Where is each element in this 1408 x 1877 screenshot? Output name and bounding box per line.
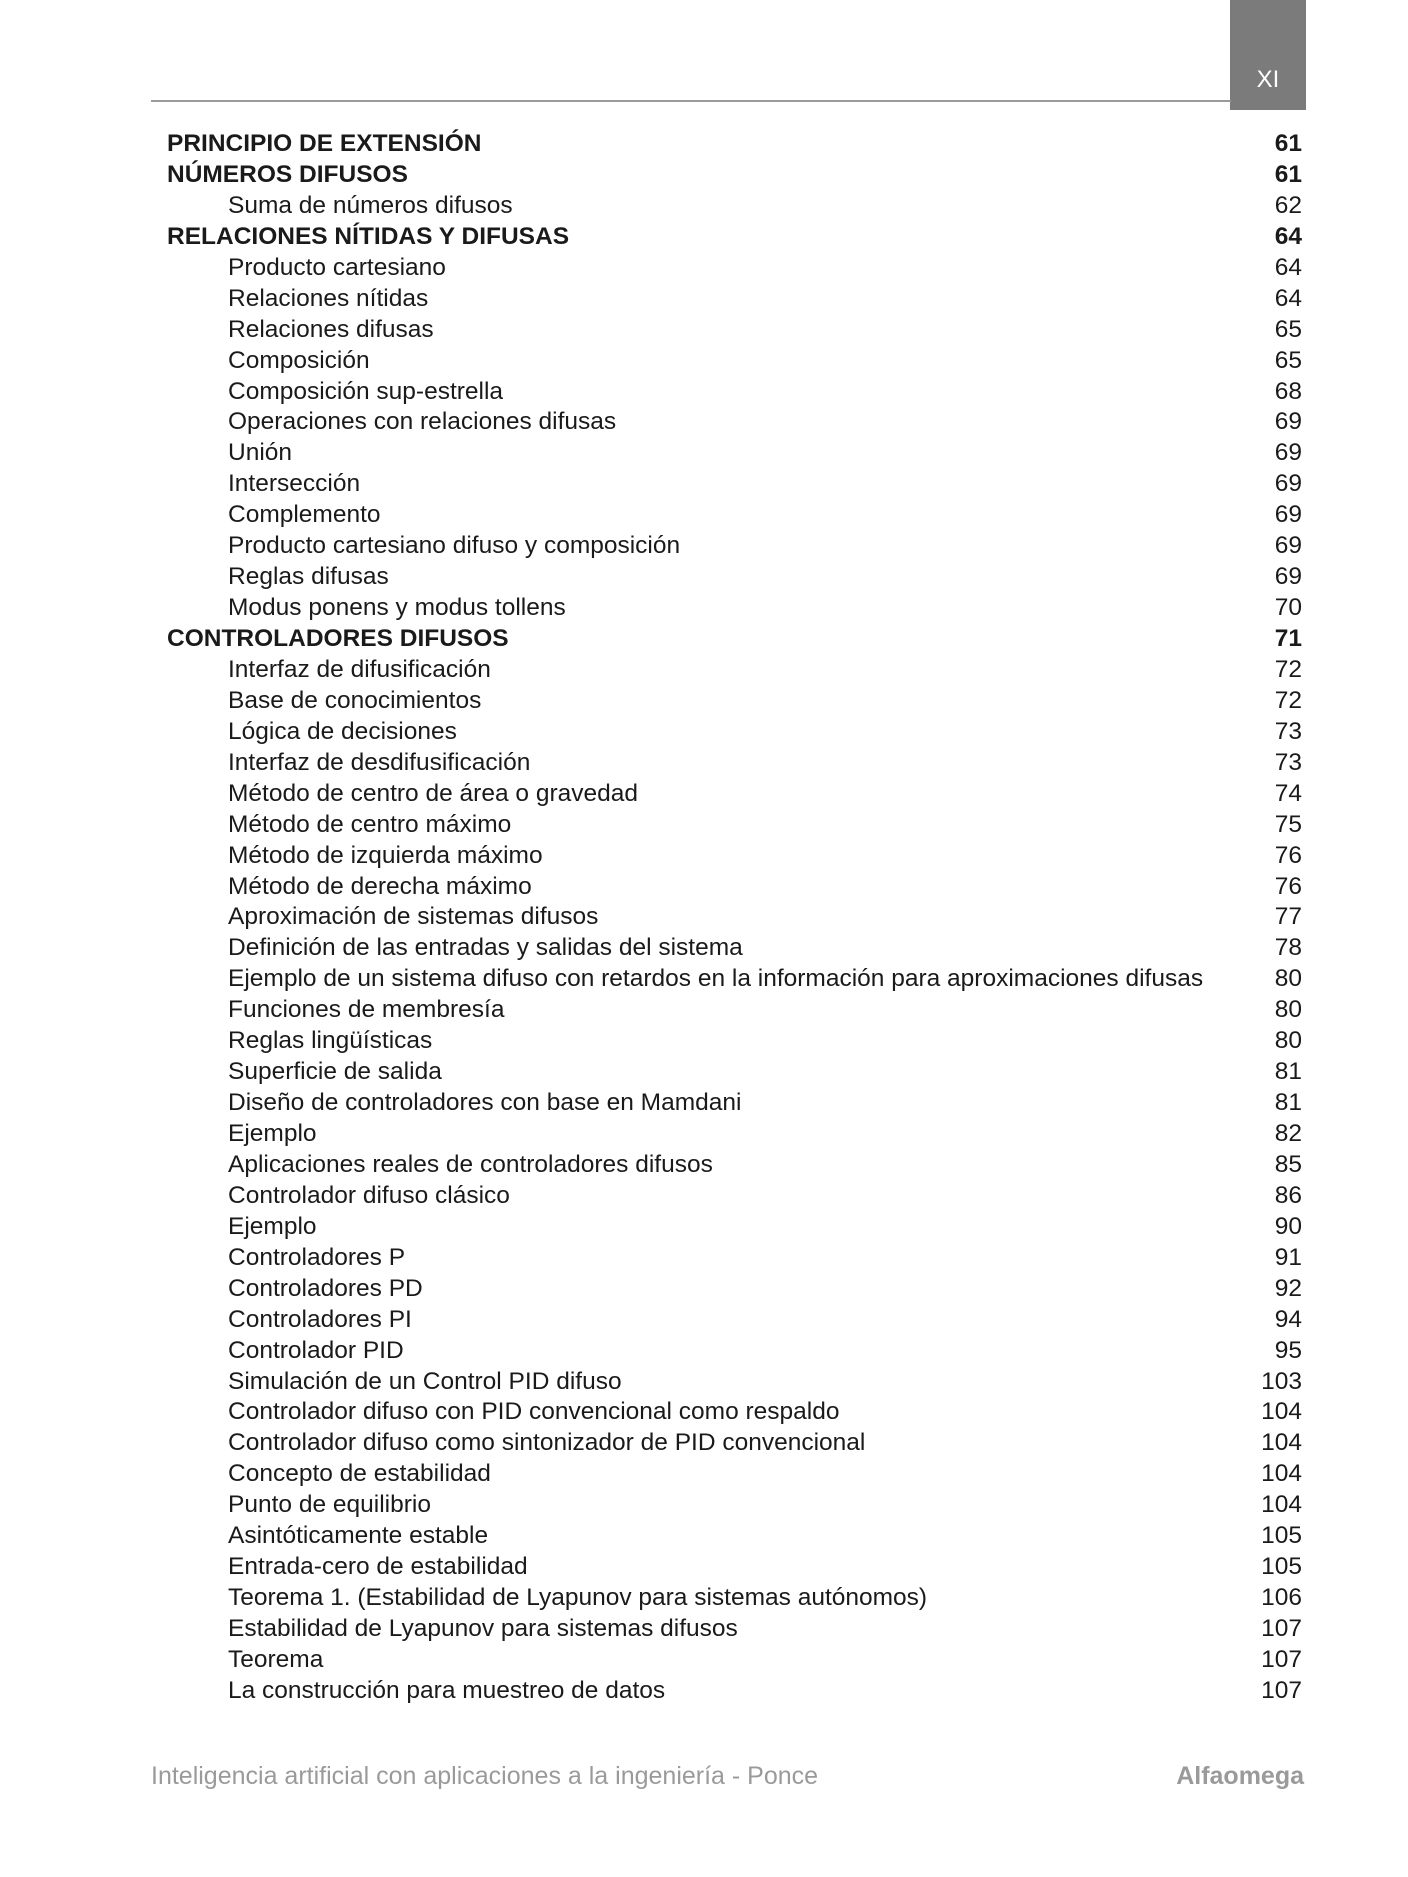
- toc-section-entry[interactable]: [167, 253, 1302, 284]
- toc-entry-title: Superficie de salida: [228, 1058, 442, 1086]
- toc-section-entry[interactable]: [167, 1119, 1302, 1150]
- toc-entry-page: 73: [1274, 748, 1302, 776]
- toc-entry-title: Ejemplo: [228, 1120, 317, 1147]
- toc-section-entry[interactable]: [167, 1397, 1302, 1428]
- toc-entry-page: 91: [1274, 1243, 1302, 1271]
- toc-section-entry[interactable]: [167, 1583, 1302, 1614]
- toc-entry-page: 80: [1274, 996, 1302, 1024]
- toc-entry-title: Teorema: [228, 1645, 324, 1673]
- toc-entry-page: 64: [1274, 253, 1302, 281]
- toc-section-entry[interactable]: [167, 1243, 1302, 1274]
- toc-entry-title: Concepto de estabilidad: [228, 1460, 491, 1488]
- toc-entry-page: 76: [1274, 841, 1302, 869]
- page-number: XI: [1256, 66, 1280, 93]
- toc-section-entry[interactable]: [167, 1521, 1302, 1552]
- toc-entry-title: Operaciones con relaciones difusas: [228, 408, 617, 436]
- toc-section-entry[interactable]: [167, 1459, 1302, 1490]
- toc-entry-page: 106: [1261, 1584, 1302, 1612]
- toc-entry-title: Simulación de un Control PID difuso: [228, 1367, 622, 1395]
- toc-section-entry[interactable]: [167, 686, 1302, 717]
- toc-chapter-entry[interactable]: [167, 160, 1302, 191]
- toc-section-entry[interactable]: [167, 1088, 1302, 1119]
- toc-entry-page: 80: [1274, 1027, 1302, 1055]
- toc-entry-title: Lógica de decisiones: [228, 717, 457, 745]
- toc-section-entry[interactable]: [167, 841, 1302, 872]
- toc-entry-title: Controlador difuso con PID convencional como respaldo: [228, 1398, 840, 1426]
- toc-entry-page: 107: [1261, 1676, 1302, 1704]
- toc-entry-title: Producto cartesiano: [228, 253, 446, 281]
- toc-entry-page: 80: [1274, 965, 1302, 993]
- toc-section-entry[interactable]: [167, 995, 1302, 1026]
- toc-entry-title: Interfaz de desdifusificación: [228, 748, 531, 776]
- toc-entry-title: Modus ponens y modus tollens: [228, 594, 566, 622]
- toc-entry-title: Método de derecha máximo: [228, 872, 532, 900]
- toc-section-entry[interactable]: [167, 1212, 1302, 1243]
- toc-section-entry[interactable]: [167, 902, 1302, 933]
- toc-entry-page: 69: [1274, 501, 1302, 529]
- toc-entry-title: Controladores PI: [228, 1305, 412, 1333]
- toc-entry-page: 61: [1274, 130, 1302, 157]
- page-number-tab: [1230, 0, 1306, 110]
- toc-section-entry[interactable]: [167, 1552, 1302, 1583]
- toc-entry-title: Controlador difuso como sintonizador de PID convencional: [228, 1429, 866, 1457]
- toc-section-entry[interactable]: [167, 531, 1302, 562]
- toc-entry-title: Ejemplo de un sistema difuso con retardos en la información para aproximaciones difusas: [228, 965, 1204, 993]
- toc-entry-page: 90: [1274, 1212, 1302, 1240]
- toc-entry-page: 107: [1261, 1615, 1302, 1642]
- toc-section-entry[interactable]: [167, 779, 1302, 810]
- toc-entry-page: 75: [1274, 810, 1302, 838]
- toc-chapter-entry[interactable]: [167, 129, 1302, 160]
- toc-entry-title: Reglas difusas: [228, 563, 389, 591]
- toc-section-entry[interactable]: [167, 562, 1302, 593]
- toc-chapter-entry[interactable]: [167, 624, 1302, 655]
- toc-entry-title: Relaciones difusas: [228, 315, 434, 343]
- toc-entry-page: 92: [1274, 1274, 1302, 1302]
- toc-entry-page: 69: [1274, 563, 1302, 591]
- toc-section-entry[interactable]: [167, 964, 1302, 995]
- footer-publisher: Alfaomega: [1176, 1762, 1304, 1790]
- toc-entry-title: Definición de las entradas y salidas del sistema: [228, 934, 743, 962]
- toc-entry-title: Método de centro de área o gravedad: [228, 779, 638, 807]
- toc-entry-title: Base de conocimientos: [228, 686, 482, 714]
- toc-section-entry[interactable]: [167, 748, 1302, 779]
- toc-entry-page: 65: [1274, 346, 1302, 374]
- toc-chapter-entry[interactable]: [167, 222, 1302, 253]
- toc-entry-page: 62: [1274, 191, 1302, 219]
- toc-entry-page: 76: [1274, 872, 1302, 900]
- toc-entry-page: 78: [1274, 934, 1302, 962]
- toc-section-entry[interactable]: [167, 655, 1302, 686]
- toc-entry-title: Unión: [228, 439, 293, 467]
- table-of-contents: [167, 129, 1302, 1707]
- header-rule: [151, 100, 1231, 102]
- toc-entry-title: Controlador PID: [228, 1336, 404, 1364]
- toc-entry-title: Composición: [228, 346, 370, 374]
- toc-section-entry[interactable]: [167, 717, 1302, 748]
- toc-section-entry[interactable]: [167, 500, 1302, 531]
- toc-entry-title: Diseño de controladores con base en Mamdani: [228, 1089, 742, 1117]
- toc-entry-title: Composición sup-estrella: [228, 377, 504, 405]
- toc-entry-page: 95: [1274, 1336, 1302, 1364]
- toc-section-entry[interactable]: [167, 284, 1302, 315]
- toc-entry-title: Asintóticamente estable: [228, 1522, 489, 1550]
- toc-section-entry[interactable]: [167, 191, 1302, 222]
- toc-entry-title: Producto cartesiano difuso y composición: [228, 532, 681, 560]
- toc-entry-page: 74: [1274, 779, 1302, 807]
- toc-entry-title: Reglas lingüísticas: [228, 1027, 433, 1055]
- toc-entry-page: 81: [1274, 1058, 1302, 1086]
- toc-entry-title: Intersección: [228, 470, 361, 498]
- toc-section-entry[interactable]: [167, 1645, 1302, 1676]
- toc-entry-title: CONTROLADORES DIFUSOS: [167, 625, 509, 652]
- toc-entry-title: Método de izquierda máximo: [228, 841, 543, 869]
- toc-entry-page: 82: [1274, 1120, 1302, 1147]
- toc-entry-page: 77: [1274, 903, 1302, 931]
- toc-entry-title: Estabilidad de Lyapunov para sistemas difusos: [228, 1615, 738, 1642]
- toc-section-entry[interactable]: [167, 1305, 1302, 1336]
- toc-section-entry[interactable]: [167, 593, 1302, 624]
- toc-entry-page: 105: [1261, 1522, 1302, 1550]
- toc-entry-page: 65: [1274, 315, 1302, 343]
- toc-entry-page: 69: [1274, 532, 1302, 560]
- toc-entry-page: 69: [1274, 408, 1302, 436]
- toc-entry-page: 81: [1274, 1089, 1302, 1117]
- toc-entry-page: 73: [1274, 717, 1302, 745]
- toc-section-entry[interactable]: [167, 1614, 1302, 1645]
- toc-entry-title: Funciones de membresía: [228, 996, 505, 1024]
- toc-section-entry[interactable]: [167, 1057, 1302, 1088]
- toc-entry-page: 72: [1274, 686, 1302, 714]
- toc-entry-title: Suma de números difusos: [228, 191, 513, 219]
- toc-entry-page: 64: [1274, 284, 1302, 312]
- toc-entry-page: 85: [1274, 1150, 1302, 1178]
- toc-section-entry[interactable]: [167, 469, 1302, 500]
- toc-entry-page: 86: [1274, 1181, 1302, 1209]
- toc-section-entry[interactable]: [167, 1367, 1302, 1398]
- toc-section-entry[interactable]: [167, 1150, 1302, 1181]
- toc-entry-page: 103: [1261, 1367, 1302, 1395]
- toc-section-entry[interactable]: [167, 872, 1302, 903]
- toc-entry-title: Punto de equilibrio: [228, 1491, 431, 1519]
- toc-section-entry[interactable]: [167, 377, 1302, 408]
- toc-entry-title: Controlador difuso clásico: [228, 1181, 510, 1209]
- toc-section-entry[interactable]: [167, 1428, 1302, 1459]
- toc-section-entry[interactable]: [167, 933, 1302, 964]
- toc-entry-page: 71: [1274, 625, 1302, 652]
- toc-section-entry[interactable]: [167, 1336, 1302, 1367]
- toc-section-entry[interactable]: [167, 1490, 1302, 1521]
- toc-entry-page: 64: [1274, 222, 1302, 250]
- toc-entry-title: Aproximación de sistemas difusos: [228, 903, 599, 931]
- footer-book-title: Inteligencia artificial con aplicaciones a la ingeniería - Ponce: [151, 1762, 819, 1790]
- toc-section-entry[interactable]: [167, 1181, 1302, 1212]
- toc-entry-page: 105: [1261, 1553, 1302, 1581]
- toc-entry-page: 61: [1274, 160, 1302, 188]
- toc-section-entry[interactable]: [167, 1274, 1302, 1305]
- toc-entry-title: PRINCIPIO DE EXTENSIÓN: [167, 130, 482, 157]
- toc-entry-page: 104: [1261, 1491, 1302, 1519]
- toc-entry-title: Método de centro máximo: [228, 810, 512, 838]
- toc-entry-page: 68: [1274, 377, 1302, 405]
- toc-entry-title: Teorema 1. (Estabilidad de Lyapunov para sistemas autónomos): [228, 1584, 928, 1612]
- toc-section-entry[interactable]: [167, 438, 1302, 469]
- toc-section-entry[interactable]: [167, 315, 1302, 346]
- toc-entry-page: 94: [1274, 1305, 1302, 1333]
- toc-section-entry[interactable]: [167, 1676, 1302, 1707]
- toc-entry-page: 104: [1261, 1398, 1302, 1426]
- toc-entry-title: Complemento: [228, 501, 381, 529]
- toc-section-entry[interactable]: [167, 810, 1302, 841]
- toc-section-entry[interactable]: [167, 407, 1302, 438]
- toc-entry-page: 104: [1261, 1460, 1302, 1488]
- toc-entry-title: Ejemplo: [228, 1212, 317, 1240]
- toc-entry-title: NÚMEROS DIFUSOS: [167, 160, 408, 188]
- toc-entry-title: RELACIONES NÍTIDAS Y DIFUSAS: [167, 222, 570, 250]
- toc-entry-title: La construcción para muestreo de datos: [228, 1676, 666, 1704]
- toc-section-entry[interactable]: [167, 346, 1302, 377]
- toc-entry-page: 72: [1274, 655, 1302, 683]
- toc-entry-title: Aplicaciones reales de controladores difusos: [228, 1150, 713, 1178]
- toc-entry-page: 69: [1274, 439, 1302, 467]
- toc-entry-title: Relaciones nítidas: [228, 284, 429, 312]
- toc-entry-page: 104: [1261, 1429, 1302, 1457]
- toc-entry-page: 107: [1261, 1645, 1302, 1673]
- toc-entry-title: Interfaz de difusificación: [228, 655, 491, 683]
- toc-entry-title: Controladores P: [228, 1243, 406, 1271]
- toc-entry-page: 70: [1274, 594, 1302, 622]
- toc-entry-title: Controladores PD: [228, 1274, 423, 1302]
- toc-entry-page: 69: [1274, 470, 1302, 498]
- toc-section-entry[interactable]: [167, 1026, 1302, 1057]
- toc-entry-title: Entrada-cero de estabilidad: [228, 1553, 528, 1581]
